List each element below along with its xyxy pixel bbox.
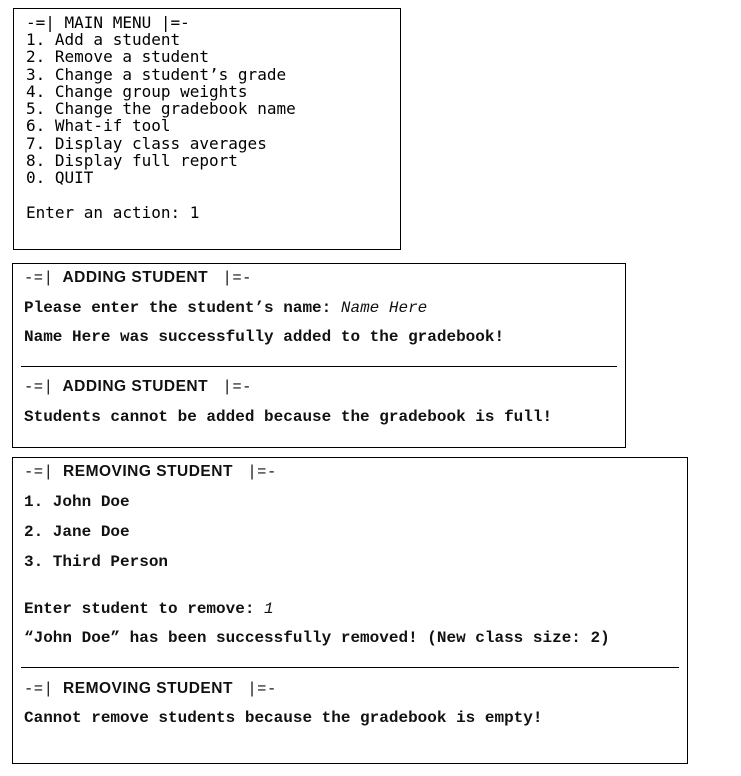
menu-item-what-if[interactable]: 6. What-if tool: [26, 116, 171, 135]
adding-header-2: [24, 379, 252, 396]
student-list-item[interactable]: 1. John Doe: [24, 493, 130, 511]
menu-item-change-weights[interactable]: 4. Change group weights: [26, 82, 248, 101]
adding-header: [24, 270, 252, 287]
gradebook-empty-message: Cannot remove students because the gradebook is empty!: [24, 709, 543, 727]
removing-header-2: [24, 681, 277, 698]
add-success-message: Name Here was successfully added to the gradebook!: [24, 328, 505, 346]
header-left-bar: -=|: [24, 378, 54, 396]
student-list-item[interactable]: 2. Jane Doe: [24, 523, 130, 541]
adding-header-title: ADDING STUDENT: [62, 269, 209, 286]
menu-item-class-averages[interactable]: 7. Display class averages: [26, 134, 267, 153]
divider: [21, 366, 617, 367]
menu-item-change-name[interactable]: 5. Change the gradebook name: [26, 99, 296, 118]
remove-prompt-label: Enter student to remove:: [24, 600, 265, 618]
menu-item-change-grade[interactable]: 3. Change a student’s grade: [26, 65, 287, 84]
header-right-bar: |=-: [222, 378, 252, 396]
name-prompt[interactable]: [24, 300, 427, 316]
menu-item-add[interactable]: 1. Add a student: [26, 30, 181, 49]
student-list-item[interactable]: 3. Third Person: [24, 553, 169, 571]
header-left-bar: -=|: [24, 463, 54, 481]
adding-student-panel: [12, 263, 626, 448]
remove-success-message: “John Doe” has been successfully removed! (New class size: 2): [24, 629, 610, 647]
name-prompt-value[interactable]: Name Here: [340, 299, 428, 317]
gradebook-full-message: Students cannot be added because the gradebook is full!: [24, 408, 553, 426]
adding-header-title: ADDING STUDENT: [62, 378, 209, 395]
header-right-bar: |=-: [247, 680, 277, 698]
header-left-bar: -=|: [24, 269, 54, 287]
main-menu-panel: [13, 8, 401, 250]
name-prompt-label: Please enter the student’s name:: [24, 299, 341, 317]
removing-student-panel: [12, 457, 688, 764]
action-prompt[interactable]: Enter an action: 1: [26, 203, 200, 222]
removing-header: [24, 464, 277, 481]
remove-prompt-value[interactable]: 1: [264, 600, 274, 618]
removing-header-title: REMOVING STUDENT: [63, 463, 233, 480]
header-left-bar: -=|: [24, 680, 54, 698]
menu-item-full-report[interactable]: 8. Display full report: [26, 151, 238, 170]
remove-prompt[interactable]: [24, 601, 274, 617]
removing-header-title: REMOVING STUDENT: [63, 680, 233, 697]
divider: [21, 667, 679, 668]
header-right-bar: |=-: [247, 463, 277, 481]
menu-item-quit[interactable]: 0. QUIT: [26, 168, 94, 187]
menu-item-remove[interactable]: 2. Remove a student: [26, 47, 210, 66]
menu-title: -=| MAIN MENU |=-: [26, 13, 190, 32]
header-right-bar: |=-: [222, 269, 252, 287]
